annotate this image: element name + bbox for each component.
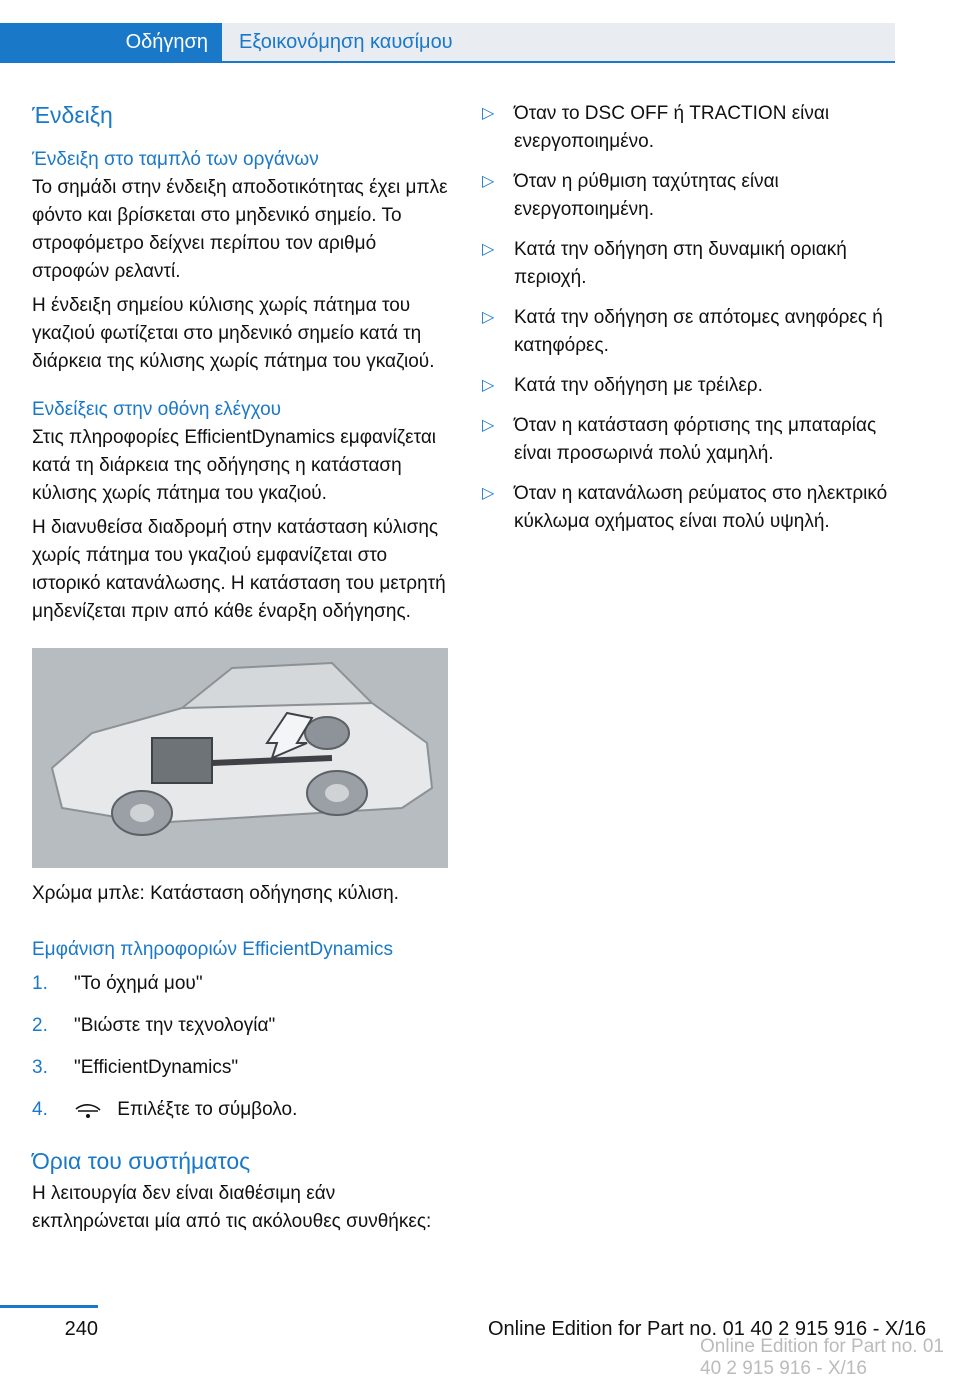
tab-fuel-saving[interactable] <box>222 23 895 61</box>
step-text: Επιλέξτε το σύμβολο. <box>117 1099 298 1120</box>
tab-driving[interactable] <box>0 23 222 61</box>
section-title-indicator: Ένδειξη <box>32 102 113 128</box>
condition-text: Κατά την οδήγηση με τρέιλερ. <box>514 375 763 396</box>
condition-text: Όταν η ρύθμιση ταχύτητας είναι ενεργοποιημένη. <box>514 171 779 220</box>
footer-divider <box>0 1305 98 1308</box>
step-text: "Το όχημά μου" <box>74 973 203 994</box>
tab-driving-label: Οδήγηση <box>125 30 208 53</box>
list-item <box>480 372 900 400</box>
triangle-bullet-icon: ▷ <box>482 417 495 434</box>
step-number: 1. <box>32 973 48 994</box>
steps-list <box>32 970 450 1124</box>
list-item <box>480 480 900 536</box>
list-item <box>480 100 900 156</box>
condition-text: Όταν η κατάσταση φόρτισης της μπαταρίας είναι προσωρινά πολύ χαμηλή. <box>514 415 877 464</box>
triangle-bullet-icon: ▷ <box>482 173 495 190</box>
step-item <box>32 1096 450 1124</box>
header-divider <box>0 61 895 63</box>
subsection-title-instrument-cluster: Ένδειξη στο ταμπλό των οργάνων <box>32 149 319 170</box>
page-number: 240 <box>64 1318 98 1340</box>
paragraph: Η ένδειξη σημείου κύλισης χωρίς πάτημα του γκαζιού φωτίζεται στο μηδενικό σημείο κατά τη διάρκεια της κύλισης χωρίς πάτημα του γκαζιού. <box>32 295 435 372</box>
condition-text: Κατά την οδήγηση σε απότομες ανηφόρες ή κατηφόρες. <box>514 307 883 356</box>
step-item <box>32 1054 450 1082</box>
subsection-title-control-display: Ενδείξεις στην οθόνη ελέγχου <box>32 399 282 420</box>
car-illustration-svg <box>32 648 448 868</box>
condition-text: Όταν το DSC OFF ή TRACTION είναι ενεργοποιημένο. <box>514 103 830 152</box>
step-text: "EfficientDynamics" <box>74 1057 239 1078</box>
triangle-bullet-icon: ▷ <box>482 241 495 258</box>
triangle-bullet-icon: ▷ <box>482 485 495 502</box>
watermark: Online Edition for Part no. 01 40 2 915 916 - X/16 <box>700 1336 944 1379</box>
triangle-bullet-icon: ▷ <box>482 309 495 326</box>
paragraph: Η λειτουργία δεν είναι διαθέσιμη εάν εκπληρώνεται μία από τις ακόλουθες συνθήκες: <box>32 1183 432 1232</box>
triangle-bullet-icon: ▷ <box>482 105 495 122</box>
tab-fuel-saving-label: Εξοικονόμηση καυσίμου <box>239 30 453 53</box>
left-column <box>32 100 450 1242</box>
car-symbol-icon <box>74 1101 102 1119</box>
condition-text: Κατά την οδήγηση στη δυναμική οριακή περιοχή. <box>514 239 847 288</box>
step-number: 4. <box>32 1099 48 1120</box>
paragraph: Στις πληροφορίες EfficientDynamics εμφανίζεται κατά τη διάρκεια της οδήγησης η κατάσταση κύλισης χωρίς πάτημα του γκαζιού. <box>32 427 437 504</box>
paragraph: Το σημάδι στην ένδειξη αποδοτικότητας έχει μπλε φόντο και βρίσκεται στο μηδενικό σημείο. Το στροφόμετρο δείχνει περίπου τον αριθμό στροφών ρελαντί. <box>32 177 448 282</box>
condition-text: Όταν η κατανάλωση ρεύματος στο ηλεκτρικό κύκλωμα οχήματος είναι πολύ υψηλή. <box>514 483 888 532</box>
step-text: "Βιώστε την τεχνολογία" <box>74 1015 276 1036</box>
step-item <box>32 970 450 998</box>
conditions-list <box>480 100 900 536</box>
paragraph: Η διανυθείσα διαδρομή στην κατάσταση κύλισης χωρίς πάτημα του γκαζιού εμφανίζεται στο ιστορικό κατανάλωσης. Η κατάσταση του μετρητή μηδενίζεται πριν από κάθε έναρξη οδήγησης. <box>32 517 446 622</box>
list-item <box>480 304 900 360</box>
right-column <box>480 100 900 548</box>
edition-info: Online Edition for Part no. 01 40 2 915 916 - X/16 <box>488 1318 927 1340</box>
triangle-bullet-icon: ▷ <box>482 377 495 394</box>
list-item <box>480 168 900 224</box>
step-number: 2. <box>32 1015 48 1036</box>
section-title-system-limits: Όρια του συστήματος <box>32 1148 251 1174</box>
chapter-header <box>0 23 895 61</box>
subsection-title-efficientdynamics: Εμφάνιση πληροφοριών EfficientDynamics <box>32 939 393 960</box>
car-drivetrain-illustration <box>32 648 448 868</box>
figure-caption: Χρώμα μπλε: Κατάσταση οδήγησης κύλιση. <box>32 883 399 904</box>
list-item <box>480 412 900 468</box>
step-number: 3. <box>32 1057 48 1078</box>
step-item <box>32 1012 450 1040</box>
list-item <box>480 236 900 292</box>
